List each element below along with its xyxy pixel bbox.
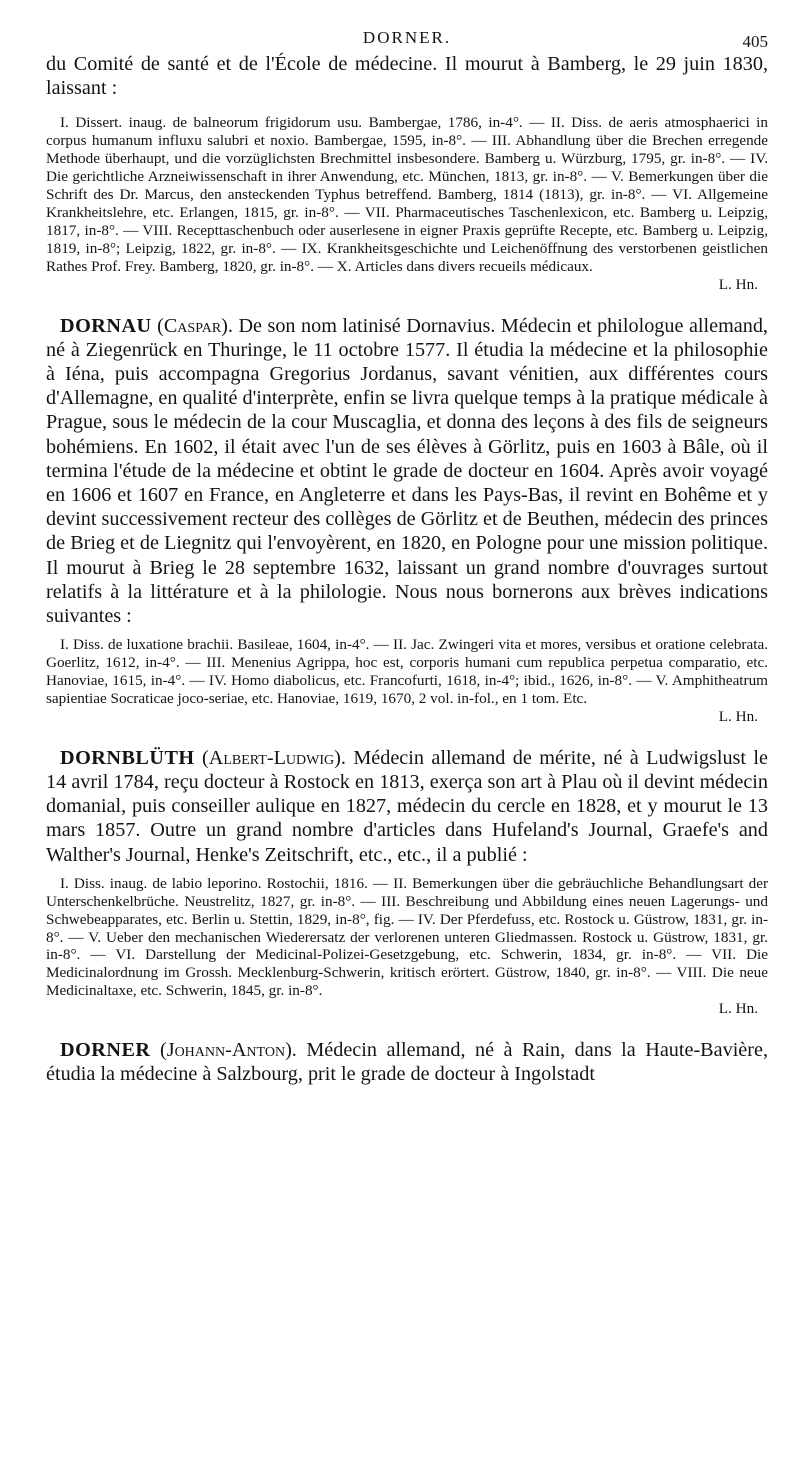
running-title: DORNER. bbox=[362, 28, 452, 47]
intro-text: du Comité de santé et de l'École de médecine. Il mourut à Bamberg, le 29 juin 1830, laissant : bbox=[46, 53, 768, 100]
dornau-bibliography: I. Diss. de luxatione brachii. Basileae, 1604, in-4°. — II. Jac. Zwingeri vita et mores, versibus et oratione celebrata. Goerlitz, 1612, in-4°. — III. Menenius Agrippa, hoc est, corporis humani cum republica perpetua comparatio, etc. Hanoviae, 1615, in-4°. — IV. Homo diabolicus, etc. Francofurti, 1618, in-4°; ibid., 1626, in-8°. — V. Amphitheatrum sapientiae Socraticae joco-seriae, etc. Hanoviae, 1619, 1670, 2 vol. in-fol., en 1 tom. Etc. bbox=[46, 636, 768, 707]
entry-headword: DORNER bbox=[60, 1039, 151, 1062]
entry-headword: DORNBLÜTH bbox=[60, 746, 195, 769]
dornau-signature: L. Hn. bbox=[718, 707, 758, 725]
entry-dorner: DORNER (Johann-Anton). Médecin allemand, né à Rain, dans la Haute-Bavière, étudia la médecine à Salzbourg, prit le grade de docteur à Ingolstadt bbox=[46, 1039, 768, 1086]
entry-headword: DORNAU bbox=[60, 314, 152, 337]
entry-forename: Albert-Ludwig bbox=[208, 746, 335, 769]
intro-signature: L. Hn. bbox=[718, 275, 758, 293]
dornbluth-signature: L. Hn. bbox=[718, 1000, 758, 1018]
running-head bbox=[46, 26, 768, 52]
book-page bbox=[46, 26, 768, 1087]
intro-bibliography: I. Dissert. inaug. de balneorum frigidorum usu. Bambergae, 1786, in-4°. — II. Diss. de aeris atmosphaerici in corpus humanum influxu salubri et noxio. Bambergae, 1595, in-8°. — III. Abhandlung über die Brechen erregende Methode überhaupt, und die vorzüglichsten Brechmittel insbesondere. Bamberg u. Würzburg, 1795, gr. in-8°. — IV. Die gerichtliche Arzneiwissenschaft in ihrer Anwendung, etc. München, 1813, gr. in-8°. — V. Bemerkungen über die Schrift des Dr. Marcus, den ansteckenden Typhus betreffend. Bamberg, 1814 (1813), gr. in-8°. — VI. Allgemeine Krankheitslehre, etc. Erlangen, 1815, gr. in-8°. — VII. Pharmaceutisches Taschenlexicon, etc. Bamberg u. Leipzig, 1817, in-8°. — VIII. Recepttaschenbuch oder auserlesene in eigner Praxis geprüfte Recepte, etc. Bamberg u. Leipzig, 1819, in-8°; Leipzig, 1822, gr. in-8°. — IX. Krankheitsgeschichte und Leichenöffnung des verstorbenen geistlichen Rathes Prof. Frey. Bamberg, 1820, gr. in-8°. — X. Articles dans divers recueils médicaux. bbox=[46, 114, 768, 275]
entry-forename: Johann-Anton bbox=[166, 1039, 286, 1062]
entry-text: Médecin allemand, né à Rain, dans la Haute-Bavière, étudia la médecine à Salzbourg, prit le grade de docteur à Ingolstadt bbox=[46, 1039, 768, 1086]
entry-text: De son nom latinisé Dornavius. Médecin et philologue allemand, né à Ziegenrück en Thuringe, le 11 octobre 1577. Il étudia la médecine et la philosophie à Iéna, puis accompagna Gregorius Jordanus, savant vénitien, aux différentes cours d'Allemagne, en qualité d'interprète, enfin se livra quelque temps à la pratique médicale à Prague, sous le médecin de la cour Muscaglia, et donna des leçons à des fils de seigneurs bohémiens. En 1602, il était avec l'un de ses élèves à Görlitz, puis en 1603 à Bâle, où il termina l'étude de la médecine et obtint le grade de docteur en 1604. Après avoir voyagé en 1606 et 1607 en France, en Angleterre et dans les Pays-Bas, il revint en Bohême et y devint successivement recteur des collèges de Görlitz et de Beuthen, médecin des princes de Brieg et de Liegnitz qui l'envoyèrent, en 1820, en Pologne pour une mission politique. Il mourut à Brieg le 28 septembre 1632, laissant un grand nombre d'ouvrages surtout relatifs à la littérature et à la philologie. Nous nous bornerons aux brèves indications suivantes : bbox=[46, 314, 768, 627]
entry-dornau: DORNAU (Caspar). De son nom latinisé Dornavius. Médecin et philologue allemand, né à Ziegenrück en Thuringe, le 11 octobre 1577. Il étudia la médecine et la philosophie à Iéna, puis accompagna Gregorius Jordanus, savant vénitien, aux différentes cours d'Allemagne, en qualité d'interprète, enfin se livra quelque temps à la pratique médicale à Prague, sous le médecin de la cour Muscaglia, et donna des leçons à des fils de seigneurs bohémiens. En 1602, il était avec l'un de ses élèves à Görlitz, puis en 1603 à Bâle, où il termina l'étude de la médecine et obtint le grade de docteur en 1604. Après avoir voyagé en 1606 et 1607 en France, en Angleterre et dans les Pays-Bas, il revint en Bohême et y devint successivement recteur des collèges de Görlitz et de Beuthen, médecin des princes de Brieg et de Liegnitz qui l'envoyèrent, en 1820, en Pologne pour une mission politique. Il mourut à Brieg le 28 septembre 1632, laissant un grand nombre d'ouvrages surtout relatifs à la littérature et à la philologie. Nous nous bornerons aux brèves indications suivantes : bbox=[46, 314, 768, 627]
entry-forename: Caspar bbox=[163, 314, 222, 337]
entry-text: Médecin allemand de mérite, né à Ludwigslust le 14 avril 1784, reçu docteur à Rostock en 1813, exerça son art à Plau où il devint médecin domanial, puis conseiller aulique en 1827, médecin du cercle en 1828, et y mourut le 13 mars 1857. Outre un grand nombre d'articles dans Hufeland's Journal, Graefe's and Walther's Journal, Henke's Zeitschrift, etc., etc., il a publié : bbox=[46, 746, 768, 866]
page-number: 405 bbox=[742, 32, 768, 51]
entry-dornbluth: DORNBLÜTH (Albert-Ludwig). Médecin allemand de mérite, né à Ludwigslust le 14 avril 1784, reçu docteur à Rostock en 1813, exerça son art à Plau où il devint médecin domanial, puis conseiller aulique en 1827, médecin du cercle en 1828, et y mourut le 13 mars 1857. Outre un grand nombre d'articles dans Hufeland's Journal, Graefe's and Walther's Journal, Henke's Zeitschrift, etc., etc., il a publié : bbox=[46, 746, 768, 866]
dornbluth-bibliography: I. Diss. inaug. de labio leporino. Rostochii, 1816. — II. Bemerkungen über die gebräuchliche Behandlungsart der Unterschenkelbrüche. Neustrelitz, 1827, gr. in-8°. — III. Beschreibung und Abbildung eines neuen Lagerungs- und Schwebeapparates, etc. Berlin u. Stettin, 1829, in-8°, fig. — IV. Der Pferdefuss, etc. Rostock u. Güstrow, 1831, gr. in-8°. — V. Ueber den mechanischen Wiederersatz der verlorenen unteren Gliedmassen. Rostock u. Güstrow, 1831, gr. in-8°. — VI. Darstellung der Medicinal-Polizei-Gesetzgebung, etc. Schwerin, 1834, gr. in-8°. — VII. Die Medicinalordnung im Grossh. Mecklenburg-Schwerin, kritisch erörtert. Güstrow, 1840, gr. in-8°. — VIII. Die neue Medicinaltaxe, etc. Schwerin, 1845, gr. in-8°. bbox=[46, 874, 768, 1000]
